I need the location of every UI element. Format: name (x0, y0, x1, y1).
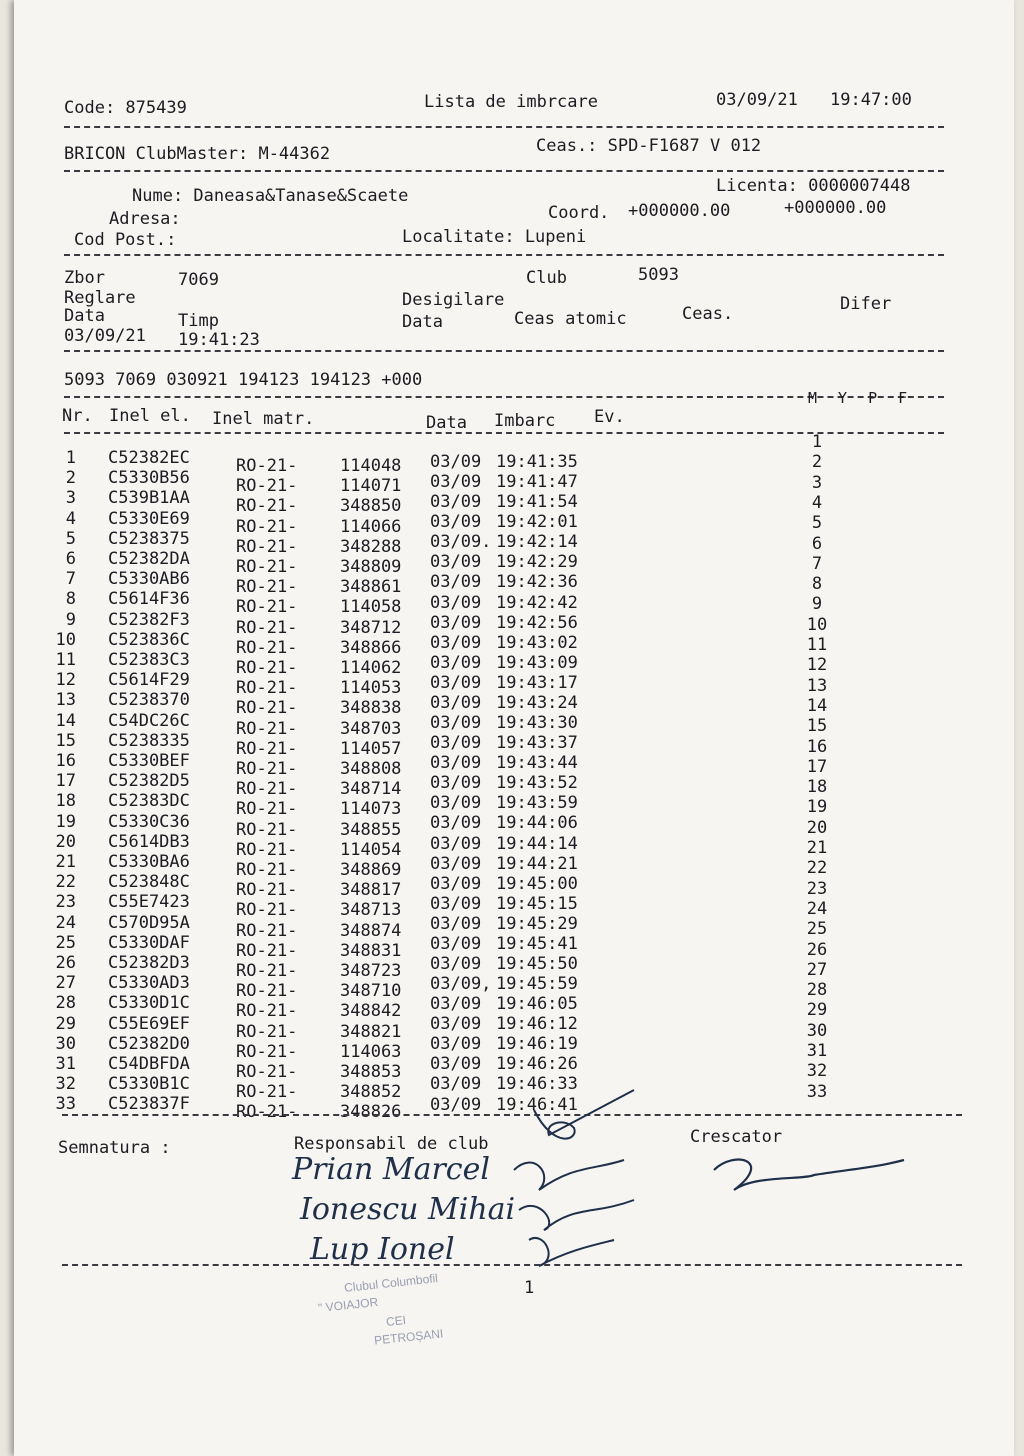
row-time: 19:46:33 (496, 1074, 578, 1095)
row-m-index: 1 (811, 432, 823, 452)
row-ring-prefix: RO-21- (236, 658, 298, 678)
row-inel-electronic: C5330B56 (108, 468, 190, 489)
row-ring-number: 114066 (340, 516, 402, 537)
row-inel-electronic: C523836C (108, 629, 190, 650)
row-ring-prefix: RO-21- (236, 516, 298, 537)
row-inel-electronic: C52382D3 (108, 953, 190, 973)
row-time: 19:45:29 (496, 913, 578, 934)
row-ring-prefix: RO-21- (236, 1021, 298, 1042)
zbor-label: Zbor (64, 268, 105, 288)
flight-code-line: 5093 7069 030921 194123 194123 +000 (64, 370, 423, 390)
row-inel-electronic: C5614F36 (108, 589, 190, 610)
row-nr: 13 (55, 690, 76, 711)
reglare-date: 03/09/21 (64, 326, 146, 346)
row-time: 19:43:59 (496, 793, 578, 814)
row-time: 19:42:14 (496, 532, 578, 553)
row-time: 19:43:30 (496, 713, 578, 734)
row-nr: 12 (55, 670, 76, 691)
ceas-short-label: Ceas. (682, 304, 734, 324)
row-nr: 17 (55, 771, 76, 792)
row-date: 03/09 (430, 873, 482, 894)
signature-scribble (534, 1090, 634, 1139)
row-time: 19:43:17 (496, 672, 578, 693)
row-time: 19:44:14 (496, 833, 578, 854)
row-time: 19:46:26 (496, 1054, 578, 1075)
row-m-index: 7 (811, 553, 823, 574)
row-date: 03/09 (430, 552, 482, 573)
owner-name: Nume: Daneasa&Tanase&Scaete (132, 186, 409, 206)
row-nr: 11 (55, 650, 76, 670)
row-ring-number: 348842 (340, 1001, 402, 1022)
row-inel-electronic: C5238370 (108, 690, 190, 711)
row-inel-electronic: C5238335 (108, 730, 190, 751)
row-ring-prefix: RO-21- (236, 678, 298, 699)
row-ring-prefix: RO-21- (236, 920, 298, 941)
page-number: 1 (524, 1278, 535, 1298)
row-time: 19:46:19 (496, 1034, 578, 1055)
row-time: 19:43:09 (496, 652, 578, 673)
code-label: Code: 875439 (64, 98, 187, 118)
row-m-index: 30 (806, 1020, 828, 1041)
row-m-index: 16 (806, 736, 828, 757)
row-inel-electronic: C539B1AA (108, 488, 190, 509)
row-nr: 15 (55, 730, 76, 751)
row-ring-number: 348703 (340, 718, 402, 739)
row-ring-number: 348826 (340, 1102, 402, 1123)
row-ring-prefix: RO-21- (236, 1102, 298, 1123)
row-inel-electronic: C52382F3 (108, 609, 190, 630)
row-inel-electronic: C52382D0 (108, 1033, 190, 1054)
col-imbarc-header: Imbarc (494, 411, 556, 431)
row-time: 19:42:56 (496, 612, 578, 633)
row-m-index: 31 (806, 1041, 828, 1061)
row-date: 03/09 (430, 1094, 482, 1115)
coord-label: Coord. (548, 203, 610, 223)
row-date: 03/09 (430, 612, 482, 633)
row-nr: 25 (55, 932, 76, 953)
data-label: Data (64, 306, 105, 326)
row-inel-electronic: C5614F29 (108, 670, 190, 691)
row-ring-number: 348710 (340, 981, 402, 1002)
row-ring-prefix: RO-21- (236, 981, 298, 1002)
row-nr: 14 (55, 710, 76, 731)
row-time: 19:42:36 (496, 572, 578, 593)
row-m-index: 20 (806, 817, 828, 838)
row-date: 03/09 (430, 773, 482, 794)
row-m-index: 12 (806, 655, 828, 676)
row-m-index: 32 (806, 1061, 828, 1082)
row-ring-number: 348874 (340, 920, 402, 941)
row-nr: 24 (55, 912, 76, 933)
row-ring-prefix: RO-21- (236, 738, 298, 759)
row-date: 03/09 (430, 1054, 482, 1075)
row-date: 03/09 (430, 753, 482, 774)
row-inel-electronic: C523837F (108, 1094, 190, 1115)
row-ring-number: 348713 (340, 900, 402, 921)
row-date: 03/09 (430, 652, 482, 673)
row-date: 03/09 (430, 793, 482, 814)
row-m-index: 8 (811, 574, 823, 595)
row-ring-prefix: RO-21- (236, 456, 298, 476)
row-ring-prefix: RO-21- (236, 597, 298, 618)
row-date: 03/09 (430, 913, 482, 934)
row-inel-electronic: C5330AD3 (108, 973, 190, 994)
row-ring-number: 348808 (340, 759, 402, 779)
row-ring-prefix: RO-21- (236, 718, 298, 739)
row-ring-prefix: RO-21- (236, 536, 298, 557)
row-time: 19:42:29 (496, 552, 578, 573)
coord-longitude: +000000.00 (784, 198, 887, 218)
row-m-index: 5 (811, 513, 823, 534)
row-time: 19:45:59 (496, 974, 578, 995)
row-nr: 19 (55, 811, 76, 832)
row-ring-number: 348817 (340, 880, 402, 901)
club-value: 5093 (638, 265, 679, 285)
handwritten-signatures (14, 0, 1014, 1456)
row-ring-prefix: RO-21- (236, 961, 298, 981)
row-ring-number: 348852 (340, 1082, 402, 1103)
row-date: 03/09 (430, 672, 482, 693)
row-ring-number: 114071 (340, 476, 402, 497)
clubmaster-label: BRICON ClubMaster: M-44362 (64, 144, 331, 164)
col-data-header: Data (426, 413, 467, 433)
row-ring-prefix: RO-21- (236, 577, 298, 598)
row-ring-prefix: RO-21- (236, 476, 298, 497)
row-inel-electronic: C52383C3 (108, 650, 190, 670)
row-nr: 21 (55, 852, 76, 872)
row-date: 03/09 (430, 472, 482, 493)
row-date: 03/09 (430, 933, 482, 954)
row-ring-number: 114058 (340, 597, 402, 618)
row-ring-number: 348869 (340, 860, 402, 880)
row-date: 03/09 (430, 1074, 482, 1095)
row-date: 03/09 (430, 492, 482, 513)
row-m-index: 25 (806, 919, 828, 940)
row-time: 19:46:05 (496, 994, 578, 1015)
row-ring-number: 348838 (340, 698, 402, 719)
ceas-label: Ceas.: SPD-F1687 V 012 (536, 136, 762, 156)
reglare-label: Reglare (64, 288, 136, 308)
row-m-index: 9 (811, 594, 823, 615)
row-nr: 31 (55, 1054, 76, 1074)
row-nr: 18 (55, 791, 76, 812)
row-nr: 28 (55, 993, 76, 1014)
row-ring-number: 348855 (340, 819, 402, 840)
row-date: 03/09 (430, 713, 482, 734)
row-time: 19:42:42 (496, 592, 578, 613)
row-inel-electronic: C52382D5 (108, 771, 190, 792)
row-m-index: 17 (806, 756, 828, 777)
row-m-index: 18 (806, 777, 828, 798)
signature-scribble (514, 1160, 624, 1190)
row-date: 03/09, (430, 974, 492, 995)
row-m-index: 10 (806, 614, 828, 635)
row-nr: 2 (65, 468, 76, 489)
stamp-text: " VOIAJOR (317, 1294, 379, 1316)
row-m-index: 11 (806, 635, 828, 655)
row-date: 03/09 (430, 813, 482, 834)
row-nr: 6 (65, 549, 76, 569)
row-ring-number: 348288 (340, 536, 402, 557)
row-date: 03/09 (430, 452, 482, 472)
row-m-index: 22 (806, 858, 828, 879)
row-nr: 8 (65, 589, 76, 610)
col-nr-header: Nr. (62, 406, 93, 426)
coord-latitude: +000000.00 (628, 201, 731, 221)
col-inel-el-header: Inel el. (109, 406, 191, 426)
row-time: 19:43:52 (496, 773, 578, 794)
difer-label: Difer (840, 294, 892, 314)
row-m-index: 26 (806, 939, 828, 960)
row-m-index: 24 (806, 898, 828, 919)
row-ring-prefix: RO-21- (236, 698, 298, 719)
timp-label: Timp (178, 311, 219, 331)
signature-name-2: Ionescu Mihai (300, 1192, 516, 1227)
row-nr: 30 (55, 1033, 76, 1054)
row-ring-number: 114062 (340, 658, 402, 678)
row-date: 03/09 (430, 692, 482, 713)
row-m-index: 14 (806, 695, 828, 716)
localitate-label: Localitate: Lupeni (402, 227, 587, 247)
signature-name-3: Lup Ionel (310, 1232, 455, 1267)
row-ring-number: 348866 (340, 637, 402, 658)
row-nr: 9 (65, 609, 76, 630)
row-time: 19:46:41 (496, 1094, 578, 1115)
zbor-value: 7069 (178, 270, 219, 290)
row-time: 19:41:54 (496, 492, 578, 513)
document-page (14, 0, 1014, 1456)
row-inel-electronic: C55E69EF (108, 1013, 190, 1034)
row-ring-prefix: RO-21- (236, 799, 298, 820)
row-date: 03/09 (430, 1034, 482, 1055)
row-ring-prefix: RO-21- (236, 637, 298, 658)
row-m-index: 4 (811, 492, 823, 513)
row-nr: 20 (55, 831, 76, 852)
col-inel-matr-header: Inel matr. (212, 409, 315, 429)
row-date: 03/09. (430, 532, 492, 553)
row-time: 19:45:50 (496, 954, 578, 974)
row-m-index: 23 (806, 878, 828, 899)
row-ring-prefix: RO-21- (236, 1041, 298, 1062)
row-time: 19:45:00 (496, 873, 578, 894)
row-time: 19:42:01 (496, 512, 578, 533)
row-m-index: 6 (811, 533, 823, 554)
divider (62, 1264, 962, 1266)
row-m-index: 27 (806, 959, 828, 980)
row-m-index: 15 (806, 716, 828, 737)
row-nr: 29 (55, 1013, 76, 1034)
row-time: 19:43:44 (496, 753, 578, 774)
row-inel-electronic: C5330AB6 (108, 569, 190, 590)
row-time: 19:41:47 (496, 472, 578, 493)
row-nr: 3 (65, 488, 76, 509)
row-ring-number: 114057 (340, 738, 402, 759)
row-inel-electronic: C54DBFDA (108, 1054, 190, 1074)
row-nr: 32 (55, 1074, 76, 1095)
stamp-text: Clubul Columbofil (343, 1271, 439, 1295)
row-ring-prefix: RO-21- (236, 496, 298, 517)
row-ring-prefix: RO-21- (236, 1062, 298, 1082)
row-nr: 5 (65, 528, 76, 549)
licenta-label: Licenta: 0000007448 (716, 176, 911, 196)
row-m-index: 28 (806, 980, 828, 1001)
row-inel-electronic: C5330DAF (108, 932, 190, 953)
row-time: 19:45:15 (496, 893, 578, 914)
row-inel-electronic: C5330B1C (108, 1074, 190, 1095)
row-nr: 23 (55, 892, 76, 913)
row-ring-prefix: RO-21- (236, 557, 298, 577)
row-date: 03/09 (430, 893, 482, 914)
row-ring-prefix: RO-21- (236, 1082, 298, 1103)
row-ring-number: 114063 (340, 1041, 402, 1062)
row-ring-number: 348821 (340, 1021, 402, 1042)
row-ring-prefix: RO-21- (236, 819, 298, 840)
row-time: 19:46:12 (496, 1014, 578, 1035)
row-time: 19:43:02 (496, 632, 578, 653)
signature-scribble (529, 1238, 614, 1266)
stamp-text: PETROȘANI (373, 1326, 444, 1348)
row-inel-electronic: C523848C (108, 872, 190, 893)
row-inel-electronic: C5238375 (108, 528, 190, 549)
row-ring-number: 114054 (340, 839, 402, 860)
row-inel-electronic: C55E7423 (108, 892, 190, 913)
row-ring-prefix: RO-21- (236, 759, 298, 779)
row-time: 19:43:24 (496, 692, 578, 713)
document-title: Lista de imbrcare (424, 92, 598, 112)
row-ring-number: 348861 (340, 577, 402, 598)
row-ring-number: 348712 (340, 617, 402, 638)
row-date: 03/09 (430, 572, 482, 593)
row-ring-number: 348853 (340, 1062, 402, 1082)
reglare-time: 19:41:23 (178, 330, 260, 350)
row-inel-electronic: C52383DC (108, 791, 190, 812)
breeder-signature (714, 1160, 904, 1190)
row-date: 03/09 (430, 733, 482, 754)
row-ring-prefix: RO-21- (236, 1001, 298, 1022)
row-ring-prefix: RO-21- (236, 880, 298, 901)
row-inel-electronic: C5614DB3 (108, 831, 190, 852)
header-time: 19:47:00 (830, 90, 912, 110)
crescator-label: Crescator (690, 1127, 783, 1147)
adresa-label: Adresa: (109, 209, 181, 229)
row-nr: 33 (55, 1094, 76, 1115)
row-nr: 22 (55, 872, 76, 893)
desigilare-data-label: Data (402, 312, 443, 332)
row-ring-number: 348850 (340, 496, 402, 517)
row-nr: 26 (55, 953, 76, 973)
row-nr: 1 (65, 448, 76, 468)
row-inel-electronic: C5330BA6 (108, 852, 190, 872)
row-ring-number: 348831 (340, 940, 402, 961)
row-m-index: 33 (806, 1081, 828, 1102)
row-m-index: 19 (806, 797, 828, 818)
row-ring-prefix: RO-21- (236, 779, 298, 800)
col-ev-header: Ev. (594, 407, 625, 427)
row-time: 19:44:06 (496, 813, 578, 834)
row-ring-number: 348809 (340, 557, 402, 577)
row-inel-electronic: C570D95A (108, 912, 190, 933)
row-date: 03/09 (430, 954, 482, 974)
semnatura-label: Semnatura : (58, 1138, 171, 1158)
row-date: 03/09 (430, 853, 482, 874)
row-ring-prefix: RO-21- (236, 617, 298, 638)
header-date: 03/09/21 (716, 90, 798, 110)
row-nr: 7 (65, 569, 76, 590)
row-ring-prefix: RO-21- (236, 839, 298, 860)
row-m-index: 13 (806, 675, 828, 696)
ceas-atomic-label: Ceas atomic (514, 309, 627, 329)
club-label: Club (526, 268, 567, 288)
row-ring-number: 348714 (340, 779, 402, 800)
row-inel-electronic: C5330E69 (108, 508, 190, 529)
row-time: 19:45:41 (496, 933, 578, 954)
cod-post-label: Cod Post.: (74, 230, 177, 250)
row-ring-number: 114073 (340, 799, 402, 820)
row-nr: 27 (55, 973, 76, 994)
row-m-index: 2 (811, 452, 823, 473)
row-m-index: 3 (811, 472, 823, 493)
row-ring-prefix: RO-21- (236, 860, 298, 880)
desigilare-label: Desigilare (402, 290, 505, 310)
row-inel-electronic: C5330D1C (108, 993, 190, 1014)
row-ring-prefix: RO-21- (236, 940, 298, 961)
responsabil-label: Responsabil de club (294, 1134, 489, 1154)
row-nr: 16 (55, 751, 76, 771)
row-ring-number: 114048 (340, 456, 402, 476)
signature-scribble (519, 1200, 634, 1230)
stamp-text: CEI (385, 1312, 407, 1330)
row-date: 03/09 (430, 1014, 482, 1035)
row-date: 03/09 (430, 592, 482, 613)
row-time: 19:43:37 (496, 733, 578, 754)
signature-name-1: Prian Marcel (292, 1152, 490, 1187)
row-inel-electronic: C5330BEF (108, 751, 190, 771)
row-time: 19:44:21 (496, 853, 578, 874)
row-nr: 4 (65, 508, 76, 529)
row-m-index: 21 (806, 838, 828, 858)
row-inel-electronic: C52382DA (108, 549, 190, 569)
row-ring-prefix: RO-21- (236, 900, 298, 921)
row-ring-number: 114053 (340, 678, 402, 699)
row-time: 19:41:35 (496, 452, 578, 472)
col-mypf-header: M Y P F (808, 389, 914, 407)
row-inel-electronic: C52382EC (108, 448, 190, 468)
row-date: 03/09 (430, 632, 482, 653)
row-inel-electronic: C5330C36 (108, 811, 190, 832)
row-date: 03/09 (430, 833, 482, 854)
row-ring-number: 348723 (340, 961, 402, 981)
row-m-index: 29 (806, 1000, 828, 1021)
row-inel-electronic: C54DC26C (108, 710, 190, 731)
row-date: 03/09 (430, 512, 482, 533)
row-date: 03/09 (430, 994, 482, 1015)
row-nr: 10 (55, 629, 76, 650)
